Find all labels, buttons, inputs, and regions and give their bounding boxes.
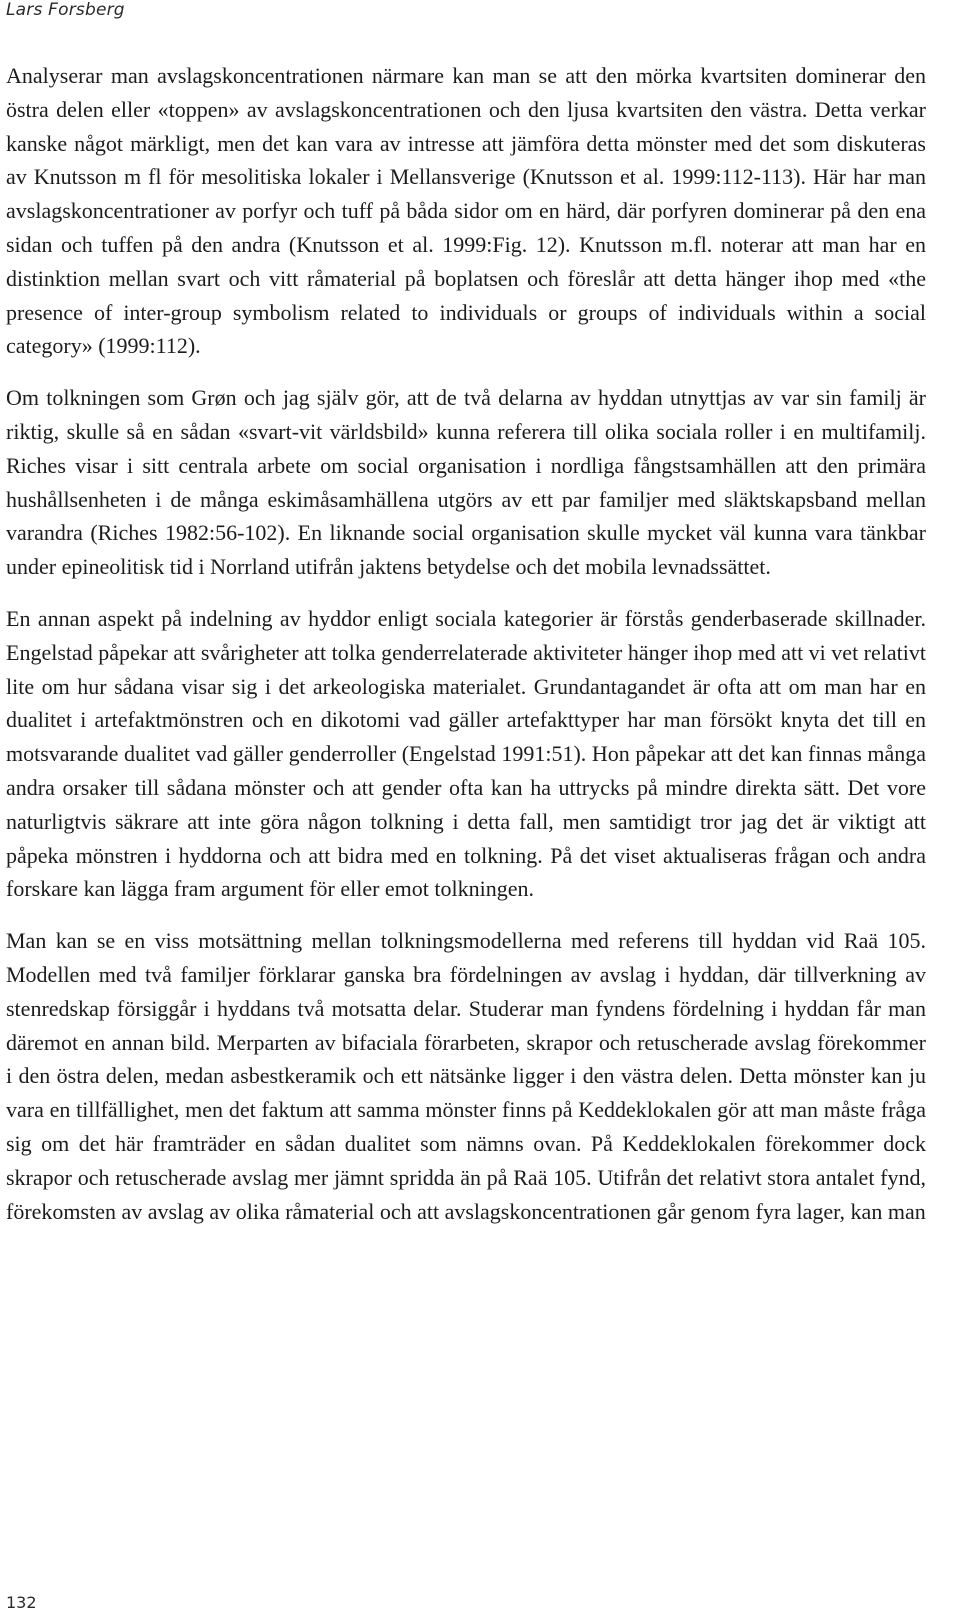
running-head-author: Lars Forsberg	[6, 0, 125, 20]
paragraph-1: Analyserar man avslagskoncentrationen närmare kan man se att den mörka kvartsiten dominerar den östra delen eller «toppen» av avslagskoncentrationen och den ljusa kvartsiten den västra. Detta verkar kanske något märkligt, men det kan vara av intresse att jämföra detta mönster med det som diskuteras av Knutsson m fl för mesolitiska lokaler i Mellansverige (Knutsson et al. 1999:112-113). Här har man avslagskoncentrationer av porfyr och tuff på båda sidor om en härd, där porfyren dominerar på den ena sidan och tuffen på den andra (Knutsson et al. 1999:Fig. 12). Knutsson m.fl. noterar att man har en distinktion mellan svart och vitt råmaterial på boplatsen och föreslår att detta hänger ihop med «the presence of inter-group symbolism related to individuals or groups of individuals within a social category» (1999:112).	[6, 63, 926, 359]
paragraph-3: En annan aspekt på indelning av hyddor enligt sociala kategorier är förstås genderbaserade skillnader. Engelstad påpekar att svårigheter att tolka genderrelaterade aktiviteter hänger ihop med att vi vet relativt lite om hur sådana visar sig i det arkeologiska materialet. Grundantagandet är ofta att om man har en dualitet i artefaktmönstren och en dikotomi vad gäller artefakttyper har man försökt knyta det till en motsvarande dualitet vad gäller genderroller (Engelstad 1991:51). Hon påpekar att det kan finnas många andra orsaker till sådana mönster och att gender ofta kan ha uttrycks på mindre direkta sätt. Det vore naturligtvis säkrare att inte göra någon tolkning i detta fall, men samtidigt tror jag det är viktigt att påpeka mönstren i hyddorna och att bidra med en tolkning. På det viset aktualiseras frågan och andra forskare kan lägga fram argument för eller emot tolkningen.	[6, 605, 926, 902]
paragraph-2: Om tolkningen som Grøn och jag själv gör, att de två delarna av hyddan utnyttjas av var sin familj är riktig, skulle så en sådan «svart-vit världsbild» kunna referera till olika sociala roller i en multifamilj. Riches visar i sitt centrala arbete om social organisation i nordliga fångstsamhällen att den primära hushållsenheten i de många eskimåsamhällena utgörs av ett par familjer med släktskapsband mellan varandra (Riches 1982:56-102). En liknande social organisation skulle mycket väl kunna vara tänkbar under epineolitisk tid i Norrland utifrån jaktens betydelse och det mobila levnadssättet.	[6, 385, 926, 580]
paragraph-4: Man kan se en viss motsättning mellan tolkningsmodellerna med referens till hyddan vid Raä 105. Modellen med två familjer förklarar ganska bra fördelningen av avslag i hyddan, där tillverkning av stenredskap försiggår i hyddans två motsatta delar. Studerar man fyndens fördelning i hyddan får man däremot en annan bild. Merparten av bifaciala förarbeten, skrapor och retuscherade avslag förekommer i den östra delen, medan asbestkeramik och ett nätsänke ligger i den västra delen. Detta mönster kan ju vara en tillfällighet, men det faktum att samma mönster finns på Keddeklokalen gör att man måste fråga sig om det här framträder en sådan dualitet som nämns ovan. På Keddeklokalen förekommer dock skrapor och retuscherade avslag mer jämnt spridda än på Raä 105. Utifrån det relativt stora antalet fynd, förekomsten av avslag av olika råmaterial och att avslagskoncentrationen går genom fyra lager, kan man	[6, 928, 926, 1224]
body-text	[6, 59, 926, 1246]
page-number: 132	[6, 1593, 37, 1612]
